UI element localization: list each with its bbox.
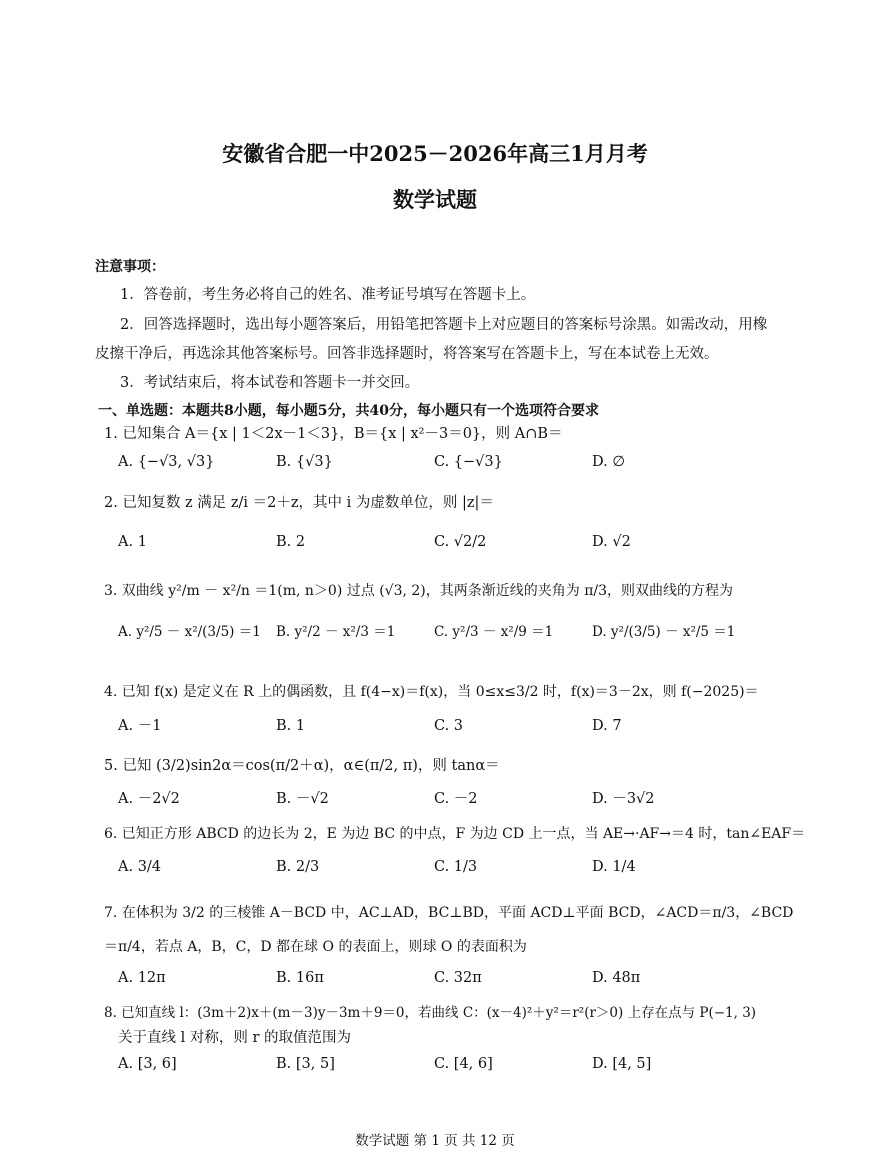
notice-item-2: 2．回答选择题时，选出每小题答案后，用铅笔把答题卡上对应题目的答案标号涂黑。如需改动，用橡	[120, 317, 768, 333]
notice-heading: 注意事项：	[95, 259, 165, 275]
question-7-stem-line-2: ＝π/4，若点 A，B，C，D 都在球 O 的表面上，则球 O 的表面积为	[104, 939, 527, 955]
question-1-option-a: A. {−√3, √3}	[118, 454, 215, 470]
question-5-option-a: A. －2√2	[118, 791, 180, 807]
question-6-option-b: B. 2/3	[276, 859, 320, 875]
question-2-option-a: A. 1	[118, 534, 147, 550]
question-7-option-c: C. 32π	[434, 970, 482, 986]
question-6-option-d: D. 1/4	[592, 859, 636, 875]
question-8-stem-line-1: 8. 已知直线 l：(3m＋2)x＋(m－3)y－3m＋9＝0，若曲线 C：(x－4)²＋y²＝r²(r＞0) 上存在点与 P(−1, 3)	[104, 1005, 757, 1021]
question-4-option-c: C. 3	[434, 718, 464, 734]
question-7-option-b: B. 16π	[276, 970, 324, 986]
question-7-stem-line-1: 7. 在体积为 3/2 的三棱锥 A－BCD 中，AC⊥AD，BC⊥BD，平面 ACD⊥平面 BCD，∠ACD＝π/3，∠BCD	[104, 905, 794, 921]
page-title: 安徽省合肥一中2025－2026年高三1月月考	[222, 141, 648, 166]
question-8-option-d: D. [4, 5]	[592, 1056, 652, 1072]
page-footer: 数学试题 第 1 页 共 12 页	[355, 1133, 515, 1149]
question-1-option-c: C. {−√3}	[434, 454, 503, 470]
question-6-stem: 6. 已知正方形 ABCD 的边长为 2，E 为边 BC 的中点，F 为边 CD 上一点，当 AE→·AF→＝4 时，tan∠EAF＝	[104, 826, 806, 842]
section-heading: 一、单选题：本题共8小题，每小题5分，共40分，每小题只有一个选项符合要求	[98, 403, 599, 419]
page-subtitle: 数学试题	[393, 187, 477, 212]
notice-item-2-cont: 皮擦干净后，再选涂其他答案标号。回答非选择题时，将答案写在答题卡上，写在本试卷上无效。	[95, 346, 719, 362]
question-2-option-d: D. √2	[592, 534, 631, 550]
question-2-option-c: C. √2/2	[434, 534, 487, 550]
question-6-option-a: A. 3/4	[118, 859, 162, 875]
question-8-option-a: A. [3, 6]	[118, 1056, 177, 1072]
question-4-option-a: A. －1	[118, 718, 162, 734]
question-6-option-c: C. 1/3	[434, 859, 478, 875]
question-2-option-b: B. 2	[276, 534, 306, 550]
question-3-option-d: D. y²/(3/5) － x²/5 ＝1	[592, 624, 736, 640]
question-1-stem: 1. 已知集合 A＝{x | 1＜2x－1＜3}，B＝{x | x²－3＝0}，则 A∩B＝	[104, 426, 563, 442]
notice-item-3: 3．考试结束后，将本试卷和答题卡一并交回。	[120, 375, 420, 391]
question-8-stem-line-2: 关于直线 l 对称，则 r 的取值范围为	[118, 1030, 352, 1046]
question-5-option-b: B. －√2	[276, 791, 329, 807]
question-3-option-a: A. y²/5 － x²/(3/5) ＝1	[118, 624, 261, 640]
question-1-option-b: B. {√3}	[276, 454, 333, 470]
question-1-option-d: D. ∅	[592, 454, 625, 470]
question-7-option-a: A. 12π	[118, 970, 166, 986]
question-5-option-c: C. －2	[434, 791, 478, 807]
notice-item-1: 1．答卷前，考生务必将自己的姓名、准考证号填写在答题卡上。	[120, 287, 536, 303]
question-4-option-b: B. 1	[276, 718, 306, 734]
question-3-option-c: C. y²/3 － x²/9 ＝1	[434, 624, 554, 640]
question-4-option-d: D. 7	[592, 718, 622, 734]
question-5-stem: 5. 已知 (3/2)sin2α＝cos(π/2＋α)，α∈(π/2, π)，则 tanα＝	[104, 758, 500, 774]
question-2-stem: 2. 已知复数 z 满足 z/i ＝2＋z，其中 i 为虚数单位，则 |z|＝	[104, 495, 494, 511]
question-8-option-b: B. [3, 5]	[276, 1056, 335, 1072]
question-5-option-d: D. －3√2	[592, 791, 655, 807]
question-4-stem: 4. 已知 f(x) 是定义在 R 上的偶函数，且 f(4−x)＝f(x)，当 0≤x≤3/2 时，f(x)＝3－2x，则 f(−2025)＝	[104, 684, 759, 700]
question-3-option-b: B. y²/2 － x²/3 ＝1	[276, 624, 396, 640]
question-8-option-c: C. [4, 6]	[434, 1056, 493, 1072]
question-7-option-d: D. 48π	[592, 970, 641, 986]
question-3-stem: 3. 双曲线 y²/m － x²/n ＝1(m, n＞0) 过点 (√3, 2)，其两条渐近线的夹角为 π/3，则双曲线的方程为	[104, 583, 734, 599]
